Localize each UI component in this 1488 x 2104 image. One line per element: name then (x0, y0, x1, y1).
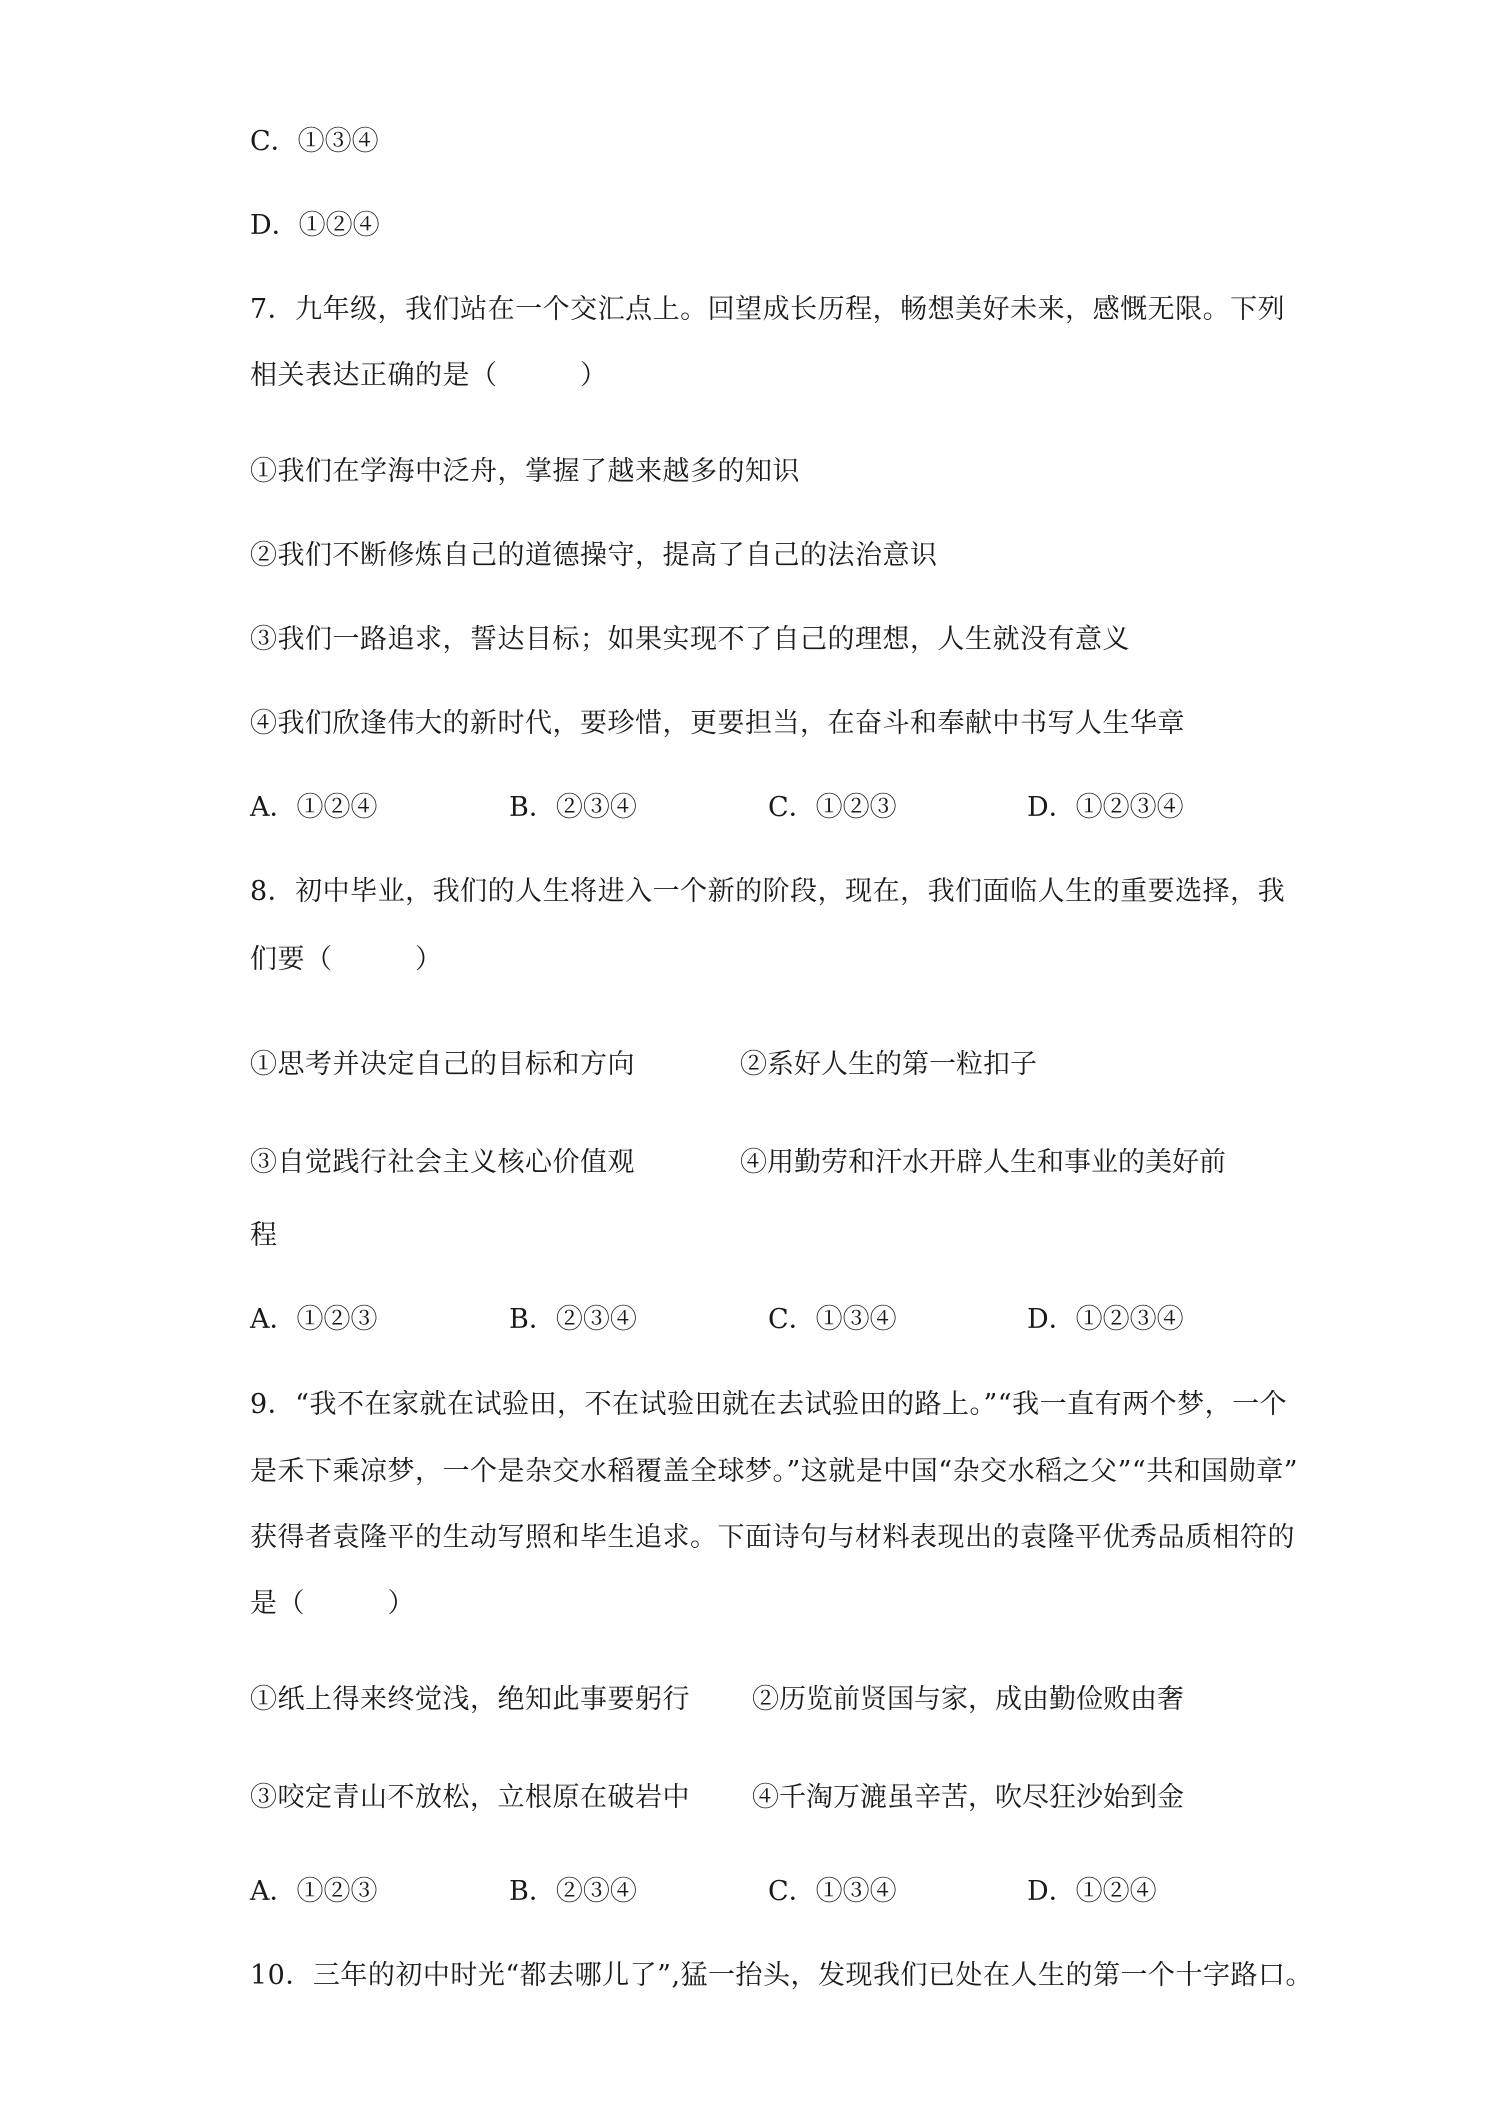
q9-option-a: A．①②③ (250, 1876, 378, 1907)
q8-item-4-cont: 程 (250, 1220, 278, 1251)
q7-option-b: B．②③④ (509, 792, 637, 823)
q9-stem-line3: 获得者袁隆平的生动写照和毕生追求。下面诗句与材料表现出的袁隆平优秀品质相符的 (250, 1522, 1295, 1553)
q8-option-b: B．②③④ (509, 1304, 637, 1335)
q9-item-3: ③咬定青山不放松，立根原在破岩中 (250, 1782, 690, 1813)
q7-stem-line2: 相关表达正确的是（ ） (250, 360, 608, 391)
q9-item-2: ②历览前贤国与家，成由勤俭败由奢 (752, 1684, 1184, 1715)
q7-option-a: A．①②④ (250, 792, 378, 823)
q9-stem-line2: 是禾下乘凉梦，一个是杂交水稻覆盖全球梦。”这就是中国“杂交水稻之父”“共和国勋章” (250, 1456, 1299, 1487)
q9-item-4: ④千淘万漉虽辛苦，吹尽狂沙始到金 (752, 1782, 1184, 1813)
q9-stem-line1: 9．“我不在家就在试验田，不在试验田就在去试验田的路上。”“我一直有两个梦，一个 (250, 1389, 1288, 1420)
q7-item-3: ③我们一路追求，誓达目标；如果实现不了自己的理想，人生就没有意义 (250, 624, 1130, 655)
q8-item-1: ①思考并决定自己的目标和方向 (250, 1049, 635, 1080)
q8-stem-line1: 8．初中毕业，我们的人生将进入一个新的阶段，现在，我们面临人生的重要选择，我 (250, 876, 1286, 907)
q7-option-c: C．①②③ (768, 792, 897, 823)
q8-item-3: ③自觉践行社会主义核心价值观 (250, 1147, 635, 1178)
prev-option-c: C．①③④ (250, 126, 379, 157)
q8-option-d: D．①②③④ (1027, 1304, 1184, 1335)
q9-option-c: C．①③④ (768, 1876, 897, 1907)
q9-option-b: B．②③④ (509, 1876, 637, 1907)
q8-item-2: ②系好人生的第一粒扣子 (740, 1049, 1037, 1080)
q7-option-d: D．①②③④ (1027, 792, 1184, 823)
q7-item-4: ④我们欣逢伟大的新时代，要珍惜，更要担当，在奋斗和奉献中书写人生华章 (250, 708, 1185, 739)
prev-option-d: D．①②④ (250, 210, 380, 241)
q10-stem-line1: 10．三年的初中时光“都去哪儿了”,猛一抬头，发现我们已处在人生的第一个十字路口。 (250, 1960, 1314, 1991)
q9-option-d: D．①②④ (1027, 1876, 1157, 1907)
q8-item-4: ④用勤劳和汗水开辟人生和事业的美好前 (740, 1147, 1226, 1178)
q9-stem-line4: 是（ ） (250, 1588, 415, 1619)
q8-option-a: A．①②③ (250, 1304, 378, 1335)
q9-item-1: ①纸上得来终觉浅，绝知此事要躬行 (250, 1684, 690, 1715)
q7-stem-line1: 7．九年级，我们站在一个交汇点上。回望成长历程，畅想美好未来，感慨无限。下列 (250, 294, 1286, 325)
q8-option-c: C．①③④ (768, 1304, 897, 1335)
q7-item-1: ①我们在学海中泛舟，掌握了越来越多的知识 (250, 456, 800, 487)
q7-item-2: ②我们不断修炼自己的道德操守，提高了自己的法治意识 (250, 540, 938, 571)
q8-stem-line2: 们要（ ） (250, 944, 443, 975)
